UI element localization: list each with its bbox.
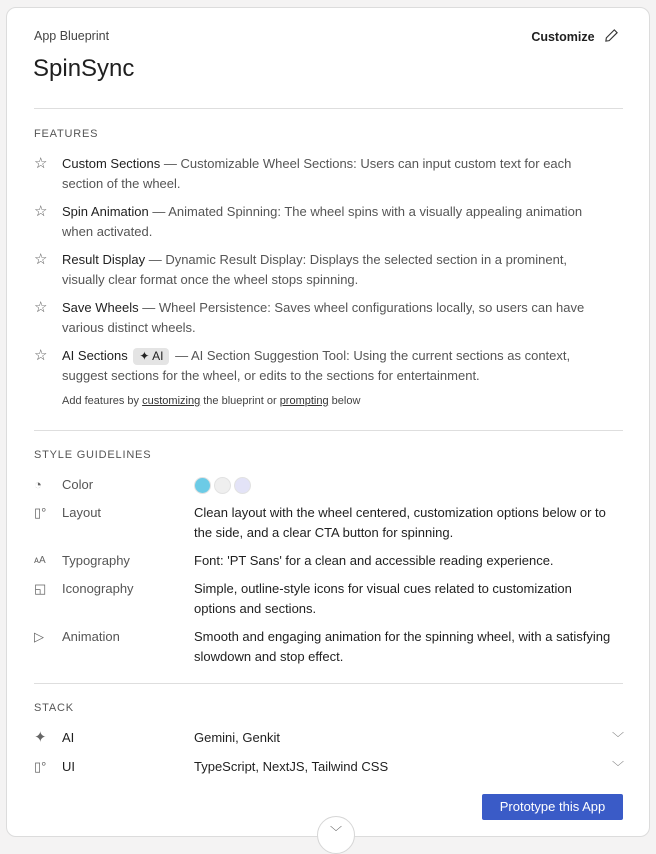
style-label: Color [62,477,94,492]
hint-text: the blueprint or [200,395,280,407]
star-icon: ☆ [34,203,48,220]
feature-item [34,250,604,290]
scroll-down-button[interactable] [317,816,355,854]
prompting-link[interactable]: prompting [279,395,329,407]
divider [34,430,623,431]
stack-label: AI [62,730,75,745]
style-label: Typography [62,553,130,568]
features-heading: FEATURES [34,128,99,140]
typography-icon: ᴀA [34,555,46,566]
customize-button[interactable] [531,28,619,46]
layout-icon: ▯° [34,759,47,774]
feature-name: Custom Sections [62,156,161,171]
star-icon: ☆ [34,299,48,316]
feature-name: Save Wheels [62,300,139,315]
star-icon: ☆ [34,155,48,172]
feature-item [34,202,604,242]
eyebrow: App Blueprint [34,29,110,43]
style-label: Iconography [62,581,134,596]
feature-desc: — Dynamic Result Display: Displays the selected section in a prominent, visually clear format once the wheel stops spinning. [62,252,568,287]
style-value: Clean layout with the wheel centered, customization options below or to the side, and a clear CTA button for spinning. [194,505,606,540]
style-label: Layout [62,505,102,520]
feature-desc: — Customizable Wheel Sections: Users can input custom text for each section of the wheel. [62,156,572,191]
feature-desc: — Wheel Persistence: Saves wheel configurations locally, so users can have various distinct wheels. [62,300,585,335]
style-value: Simple, outline-style icons for visual cues related to customization options and sections. [194,581,572,616]
hint-text: Add features by [62,395,143,407]
color-swatches [194,475,614,495]
shapes-icon: ◱ [34,581,47,596]
color-swatch [234,477,251,494]
stack-heading: STACK [34,702,74,714]
chevron-down-icon: ﹀ [329,825,342,839]
feature-desc: — AI Section Suggestion Tool: Using the current sections as context, suggest sections for the wheel, or edits to the sections for entertainment. [62,348,571,383]
feature-item [34,346,604,386]
feature-name: AI Sections [62,348,128,363]
pencil-icon [604,28,619,46]
color-swatch [194,477,211,494]
stack-value: TypeScript, NextJS, Tailwind CSS [194,759,389,774]
add-features-hint [62,395,360,407]
sparkle-icon: ✦ [34,729,47,746]
divider [34,683,623,684]
play-icon: ▷ [34,629,44,644]
feature-item [34,298,604,338]
style-value: Smooth and engaging animation for the spinning wheel, with a satisfying slowdown and stop effect. [194,629,611,664]
style-label: Animation [62,629,120,644]
color-swatch [214,477,231,494]
layout-icon: ▯° [34,505,47,520]
feature-name: Result Display [62,252,146,267]
ai-badge: ✦ AI [133,348,169,365]
stack-value: Gemini, Genkit [194,730,280,745]
customizing-link[interactable]: customizing [142,395,201,407]
feature-desc: — Animated Spinning: The wheel spins with a visually appealing animation when activated. [62,204,583,239]
customize-label: Customize [531,30,595,44]
feature-name: Spin Animation [62,204,149,219]
blueprint-card [6,7,650,837]
app-title: SpinSync [33,55,135,82]
style-heading: STYLE GUIDELINES [34,449,152,461]
chevron-down-icon[interactable]: ﹀ [611,731,624,745]
divider [34,108,623,109]
star-icon: ☆ [34,251,48,268]
palette-icon: ◔ [34,477,42,492]
star-icon: ☆ [34,347,48,364]
prototype-button[interactable]: Prototype this App [482,794,623,820]
stack-label: UI [62,759,75,774]
style-value: Font: 'PT Sans' for a clean and accessible reading experience. [194,553,554,568]
chevron-down-icon[interactable]: ﹀ [611,760,624,774]
hint-text: below [328,395,361,407]
feature-item [34,154,604,194]
